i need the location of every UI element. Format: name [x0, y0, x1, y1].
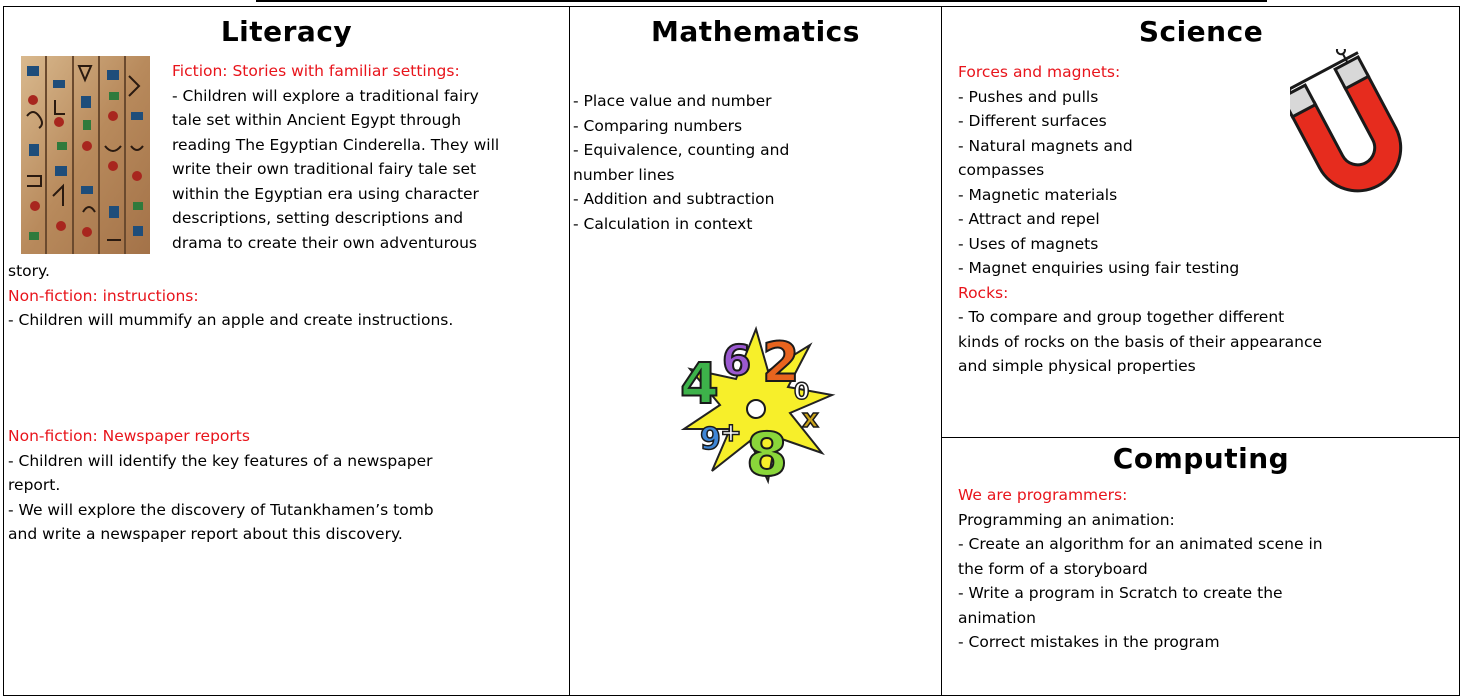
computing-list [958, 483, 1453, 655]
mathematics-title: Mathematics [651, 15, 860, 48]
newspaper-section [8, 424, 563, 547]
science-title: Science [1138, 15, 1264, 48]
clipart-number: 6 [722, 336, 752, 385]
forces-line: - Magnet enquiries using fair testing [958, 259, 1240, 277]
computing-line: - Correct mistakes in the program [958, 633, 1220, 651]
hieroglyphics-picture [21, 56, 150, 254]
mathematics-panel [570, 7, 941, 695]
clipart-number: x [802, 404, 819, 434]
mathematics-line: - Place value and number [573, 92, 772, 110]
forces-line: - Magnetic materials [958, 185, 1118, 204]
forces-line: compasses [958, 161, 1045, 179]
clipart-number: 4 [680, 352, 719, 417]
clipart-number: 9 [700, 422, 721, 457]
rocks-line: - To compare and group together different [958, 308, 1285, 326]
science-panel [942, 7, 1460, 437]
fiction-line: - Children will explore a traditional fairy [172, 86, 479, 105]
newspaper-line: report. [8, 476, 61, 494]
forces-line: - Uses of magnets [958, 234, 1099, 253]
fiction-line: reading The Egyptian Cinderella. They will [172, 135, 500, 154]
newspaper-line: - Children will identify the key features of a newspaper [8, 451, 433, 470]
forces-line: - Different surfaces [958, 112, 1107, 130]
clipart-number: 0 [794, 380, 810, 405]
computing-title: Computing [1112, 442, 1290, 475]
computing-line: - Create an algorithm for an animated scene in [958, 535, 1323, 553]
computing-line: animation [958, 608, 1036, 627]
fiction-line: tale set within Ancient Egypt through [172, 111, 462, 129]
rocks-line: and simple physical properties [958, 357, 1196, 375]
fiction-tail: story. [8, 262, 50, 280]
computing-line: - Write a program in Scratch to create the [958, 584, 1283, 602]
newspaper-line: - We will explore the discovery of Tutankhamen’s tomb [8, 500, 434, 519]
fiction-section [172, 59, 567, 255]
literacy-panel [4, 7, 569, 695]
forces-line: - Pushes and pulls [958, 87, 1099, 106]
fiction-line: descriptions, setting descriptions and [172, 209, 464, 227]
mathematics-line: - Comparing numbers [573, 116, 743, 135]
mathematics-line: - Calculation in context [573, 214, 753, 233]
newspaper-heading: Non-fiction: Newspaper reports [8, 427, 250, 445]
horseshoe-magnet-clipart [1290, 49, 1416, 221]
mathematics-line: - Equivalence, counting and [573, 141, 790, 159]
forces-line: - Attract and repel [958, 210, 1100, 228]
computing-line: Programming an animation: [958, 510, 1175, 529]
literacy-title: Literacy [220, 15, 353, 48]
mathematics-line: number lines [573, 165, 675, 184]
fiction-heading: Fiction: Stories with familiar settings: [172, 62, 460, 80]
literacy-lower-section [8, 259, 563, 333]
fiction-line: drama to create their own adventurous [172, 233, 477, 252]
forces-line: - Natural magnets and [958, 136, 1133, 155]
instructions-heading: Non-fiction: instructions: [8, 286, 199, 305]
fiction-line: write their own traditional fairy tale set [172, 160, 477, 178]
fiction-line: within the Egyptian era using character [172, 184, 479, 203]
forces-heading: Forces and magnets: [958, 63, 1121, 81]
computing-heading: We are programmers: [958, 486, 1128, 504]
numbers-clipart [676, 325, 836, 485]
clipart-number: 2 [762, 331, 800, 394]
clipart-number: 8 [746, 420, 788, 485]
rocks-line: kinds of rocks on the basis of their appearance [958, 332, 1323, 351]
computing-line: the form of a storyboard [958, 559, 1148, 578]
clipart-number: + [720, 418, 742, 448]
computing-panel [942, 438, 1460, 695]
mathematics-list [573, 89, 933, 236]
mathematics-line: - Addition and subtraction [573, 190, 775, 208]
instructions-text: - Children will mummify an apple and create instructions. [8, 311, 454, 329]
rocks-heading: Rocks: [958, 283, 1009, 302]
top-divider-line [256, 0, 1267, 2]
newspaper-line: and write a newspaper report about this discovery. [8, 525, 403, 543]
